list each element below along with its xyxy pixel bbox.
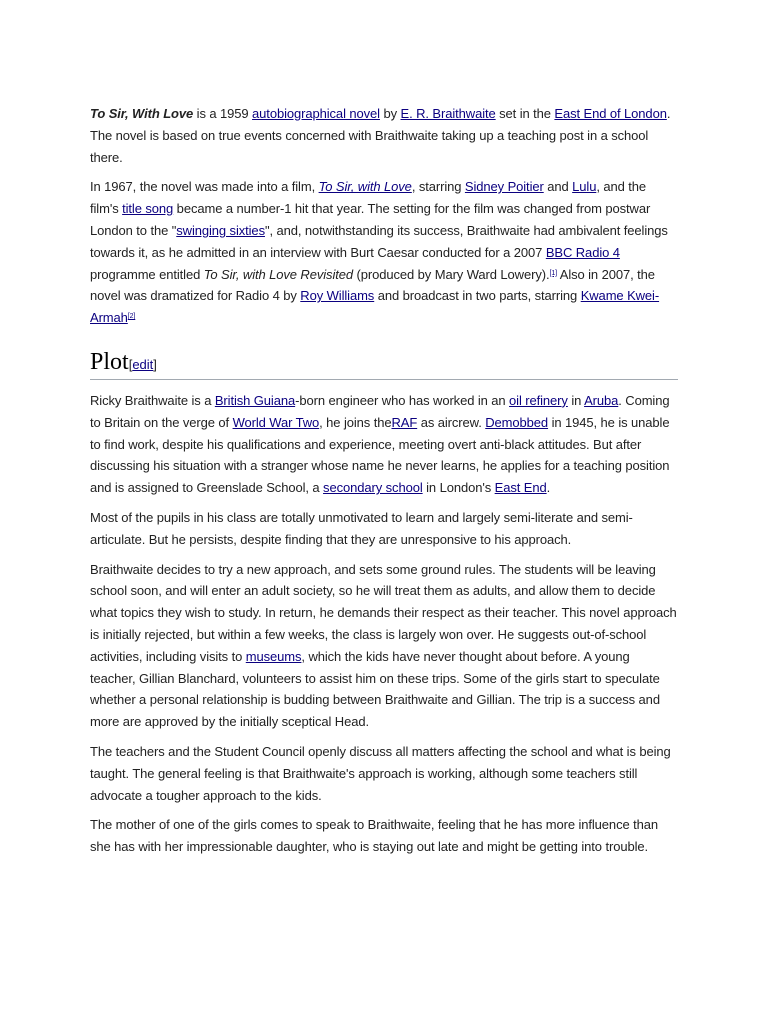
link-e-r-braithwaite[interactable]: E. R. Braithwaite <box>400 106 496 121</box>
link-autobiographical-novel[interactable]: autobiographical novel <box>252 106 380 121</box>
link-demobbed[interactable]: Demobbed <box>485 414 549 430</box>
link-roy-williams[interactable]: Roy Williams <box>300 288 375 304</box>
plot-paragraph-2: Most of the pupils in his class are totally unmotivated to learn and largely semi-literate and semi-articulate. But he persists, despite finding that they are unresponsive to his approach. <box>90 509 633 547</box>
plot-heading: Plot[edit] <box>90 349 678 380</box>
intro-paragraph-1: To Sir, With Love is a 1959 autobiographical novel by E. R. Braithwaite set in the East End of London. The novel is based on true events concerned with Braithwaite taking up a teaching post in a school there. <box>90 106 671 165</box>
link-museums[interactable]: museums <box>245 648 302 664</box>
reference-2[interactable]: [2] <box>127 313 136 321</box>
intro-paragraph-2: In 1967, the novel was made into a film, To Sir, with Love, starring Sidney Poitier and Lulu, and the film's title song became a number-1 hit that year. The setting for the film was changed from postwar London to the "swinging sixties", and, notwithstanding its success, Braithwaite had ambivalent feelings towards it, as he admitted in an interview with Burt Caesar conducted for a 2007 BBC Radio 4 programme entitled To Sir, with Love Revisited (produced by Mary Ward Lowery).[1] Also in 2007, the novel was dramatized for Radio 4 by Roy Williams and broadcast in two parts, starring Kwame Kwei-Armah[2] <box>90 179 668 326</box>
reference-1[interactable]: [1] <box>549 269 557 277</box>
link-secondary-school[interactable]: secondary school <box>323 480 423 496</box>
link-bbc-radio-4[interactable]: BBC Radio 4 <box>545 244 620 260</box>
plot-paragraph-5: The mother of one of the girls comes to speak to Braithwaite, feeling that he has more influence than she has with her impressionable daughter, who is staying out late and might be getting into trouble. <box>90 817 659 855</box>
link-swinging-sixties[interactable]: swinging sixties <box>176 222 265 238</box>
link-east-end[interactable]: East End <box>494 480 547 496</box>
book-title: To Sir, With Love <box>90 106 194 121</box>
plot-paragraph-3: Braithwaite decides to try a new approach, and sets some ground rules. The students will be leaving school soon, and will enter an adult society, so he will treat them as adults, and allow them to decide what topics they wish to study. In return, he demands their respect as their teacher. This novel approach is initially rejected, but within a few weeks, the class is largely won over. He suggests out-of-school activities, including visits to museums, which the kids have never thought about before. A young teacher, Gillian Blanchard, volunteers to assist him on these trips. Some of the girls start to speculate whether a personal relationship is budding between Braithwaite and Gillian. The trip is a success and more are approved by the initially sceptical Head. <box>90 561 677 730</box>
link-aruba[interactable]: Aruba <box>584 392 619 408</box>
plot-paragraph-4: The teachers and the Student Council openly discuss all matters affecting the school and what is being taught. The general feeling is that Braithwaite's approach is working, although some teachers still advocate a tougher approach to the kids. <box>90 743 671 803</box>
edit-link[interactable]: edit <box>132 356 154 372</box>
link-lulu[interactable]: Lulu <box>572 179 597 195</box>
link-title-song[interactable]: title song <box>122 201 174 217</box>
plot-paragraph-1: Ricky Braithwaite is a British Guiana-born engineer who has worked in an oil refinery in Aruba. Coming to Britain on the verge of World War Two, he joins theRAF as aircrew. Demobbed in 1945, he is unable to find work, despite his qualifications and experience, meeting overt anti-black attitudes. But after discussing his situation with a stranger whose name he never learns, he applies for a teaching position and is assigned to Greenslade School, a secondary school in London's East End. <box>90 392 670 496</box>
edit-section: [edit] <box>128 356 157 372</box>
link-kwame-kwei-armah[interactable]: Kwame Kwei-Armah <box>90 288 660 326</box>
link-british-guiana[interactable]: British Guiana <box>214 392 296 408</box>
article-body <box>90 103 678 866</box>
link-world-war-two[interactable]: World War Two <box>232 414 320 430</box>
link-to-sir-with-love-film[interactable]: To Sir, with Love <box>318 179 412 195</box>
link-raf[interactable]: RAF <box>391 414 418 430</box>
link-east-end-of-london[interactable]: East End of London <box>554 106 667 121</box>
link-oil-refinery[interactable]: oil refinery <box>509 392 568 408</box>
link-sidney-poitier[interactable]: Sidney Poitier <box>464 179 544 195</box>
